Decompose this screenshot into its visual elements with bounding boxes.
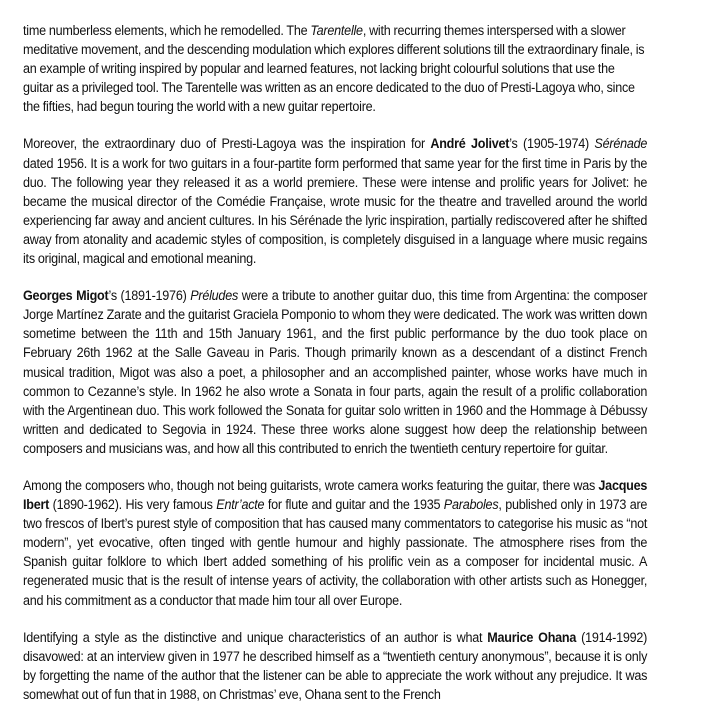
paragraph-jolivet <box>23 134 647 268</box>
composer-name: André Jolivet <box>430 136 510 152</box>
text-segment: , published only in 1973 are two frescos of Ibert’s purest style of composition that has caused many commentators to categorise his music as “not modern”, yet evocative, often tinged with gentle humour and highly passionate. The atmosphere rises from the Spanish guitar folklore to which Ibert added something of his prolific vein as a composer for incidental music. A regenerated music that is the result of intense years of activity, the collaboration with other artists such as Honegger, and his commitment as a conductor that made him tour all over Europe. <box>23 497 648 608</box>
text-segment: ’s (1905-1974) <box>509 136 595 152</box>
text-segment: Identifying a style as the distinctive and unique characteristics of an author is what <box>23 629 488 645</box>
composer-name: Jacques Ibert <box>23 477 648 513</box>
text-segment: Among the composers who, though not being guitarists, wrote camera works featuring the guitar, there was <box>23 477 599 493</box>
work-title: Préludes <box>190 288 239 304</box>
text-segment: (1890-1962). His very famous <box>49 497 217 513</box>
paragraph-ibert <box>23 476 647 610</box>
composer-name: Georges Migot <box>23 288 109 304</box>
work-title: Paraboles <box>443 497 499 513</box>
text-segment: time numberless elements, which he remodelled. The <box>23 23 311 38</box>
work-title: Entr’acte <box>216 497 265 513</box>
booklet-text-page <box>23 21 647 704</box>
paragraph-migot <box>23 286 647 458</box>
text-segment: ’s (1891-1976) <box>108 288 191 304</box>
text-segment: (1914-1992) disavowed: at an interview given in 1977 he described himself as a “twentieth century anonymous”, because it is only by forgetting the name of the author that the listener can be able to appreciate the work without any prejudice. It was somewhat out of fun that in 1988, on Christmas’ eve, Ohana sent to the French <box>23 629 648 702</box>
composer-name: Maurice Ohana <box>487 629 577 645</box>
paragraph-ohana <box>23 628 647 704</box>
work-title: Sérénade <box>594 136 648 152</box>
text-segment: , with recurring themes interspersed with a slower meditative movement, and the descending modulation which explores different solutions till the extraordinary finale, is an example of writing inspired by popular and learned features, not lacking bright colourful solutions that use the guitar as a privileged tool. The Tarentelle was written as an encore dedicated to the duo of Presti-Lagoya who, since the fifties, had begun touring the world with a new guitar repertoire. <box>23 23 645 115</box>
text-segment: for flute and guitar and the 1935 <box>264 497 444 513</box>
text-segment: dated 1956. It is a work for two guitars in a four-partite form performed that same year for the first time in Paris by the duo. The following year they released it as a world premiere. These were intense and prolific years for Jolivet: he became the musical director of the Comédie Française, wrote music for the theatre and travelled around the world experiencing far away and ancient cultures. In his Sérénade the lyric inspiration, partially rediscovered after he shifted away from atonality and academic styles of composition, is completely disguised in a language where music regains its original, magical and emotional meaning. <box>23 155 648 267</box>
paragraph-tarentelle <box>23 21 647 116</box>
text-segment: Moreover, the extraordinary duo of Presti-Lagoya was the inspiration for <box>23 136 431 152</box>
text-segment: were a tribute to another guitar duo, this time from Argentina: the composer Jorge Martínez Zarate and the guitarist Graciela Pomponio to whom they were dedicated. The work was written down sometime between the 11th and 15th January 1961, and the first public performance by the duo took place on February 26th 1962 at the Salle Gaveau in Paris. Though primarily known as a descendant of a distinct French musical tradition, Migot was also a poet, a philosopher and an accomplished painter, whose works have much in common to Cezanne’s style. In 1962 he also wrote a Sonata in four parts, again the result of a prolific collaboration with the Argentinean duo. This work followed the Sonata for guitar solo written in 1960 and the Hommage à Débussy written and dedicated to Segovia in 1924. These three works alone suggest how deep the relationship between composers and musicians was, and how all this contributed to enrich the twentieth century repertoire for guitar. <box>23 288 648 456</box>
work-title: Tarentelle <box>310 23 363 38</box>
